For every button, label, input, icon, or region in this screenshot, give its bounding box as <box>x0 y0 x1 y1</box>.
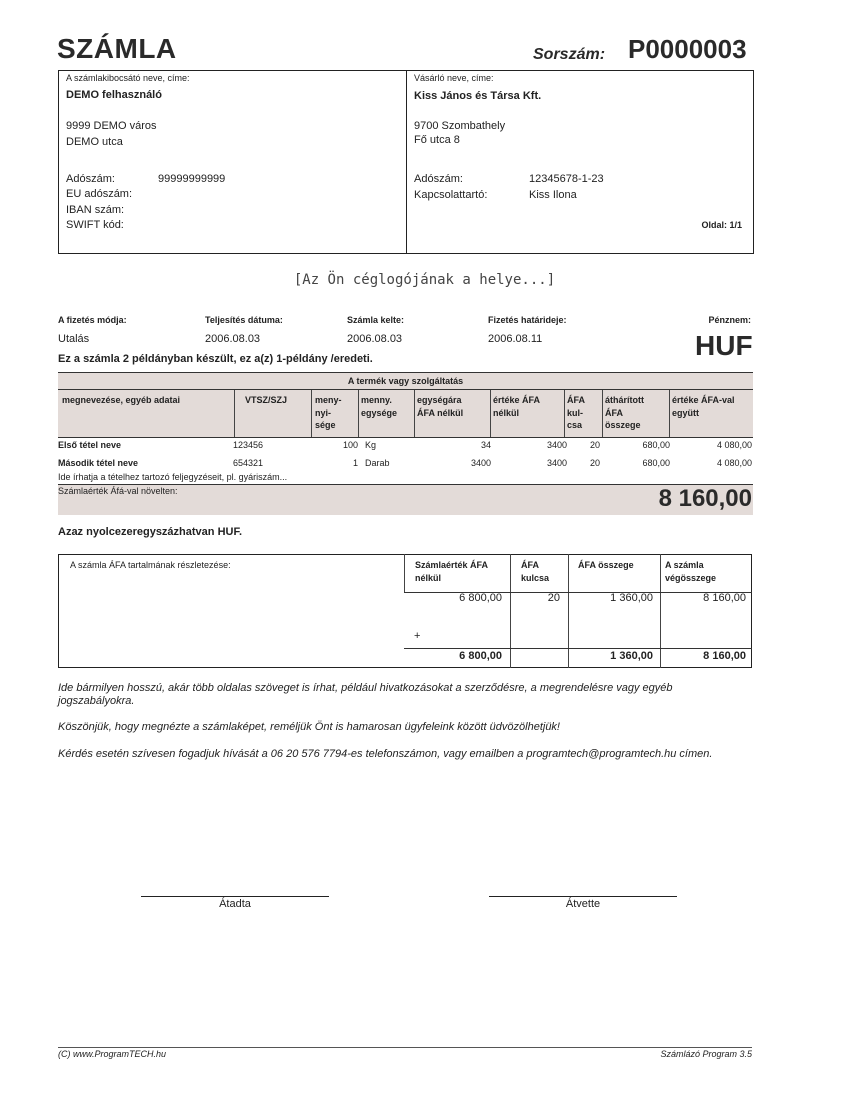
due-date-label: Fizetés határideje: <box>488 315 567 325</box>
item-gross: 4 080,00 <box>716 458 752 468</box>
seller-label: A számlakibocsátó neve, címe: <box>66 73 190 83</box>
vat-col-amount-header: ÁFA összege <box>578 560 634 570</box>
vat-sum-amount: 1 360,00 <box>610 650 653 662</box>
col-unit-header-line: menny. <box>361 395 392 405</box>
items-group-header: A termék vagy szolgáltatás <box>347 376 464 386</box>
payment-method-label: A fizetés módja: <box>58 315 127 325</box>
buyer-name: Kiss János és Társa Kft. <box>414 90 542 102</box>
page-number: Oldal: 1/1 <box>701 220 742 230</box>
item-qty: 1 <box>352 458 358 468</box>
vat-row-gross: 8 160,00 <box>703 592 746 604</box>
buyer-tax-label: Adószám: <box>414 173 463 185</box>
vat-sum-gross: 8 160,00 <box>703 650 746 662</box>
buyer-city: 9700 Szombathely <box>414 120 506 132</box>
buyer-street: Fő utca 8 <box>414 134 460 146</box>
buyer-label: Vásárló neve, címe: <box>414 73 494 83</box>
col-net-header-line: nélkül <box>493 407 520 418</box>
seller-iban-label: IBAN szám: <box>66 204 125 216</box>
vat-col-rate-header <box>521 559 549 584</box>
col-divider <box>602 390 603 437</box>
seller-swift-label: SWIFT kód: <box>66 219 124 231</box>
vat-row-rate: 20 <box>547 592 560 604</box>
note-paragraph: Ide bármilyen hosszú, akár több oldalas szöveget is írhat, például hivatkozásokat a szerződésre, a megrendelésre vagy egyéb jogszabályokra. <box>58 682 673 707</box>
buyer-tax-value: 12345678-1-23 <box>529 173 604 185</box>
note-paragraph: Kérdés esetén szívesen fogadjuk hívását a 06 20 576 7794-es telefonszámon, vagy emailben a programtech@programtech.hu címen. <box>58 748 713 760</box>
col-divider <box>669 390 670 437</box>
col-unit-header <box>361 394 397 419</box>
items-group-rule <box>58 389 753 390</box>
completion-date-label: Teljesítés dátuma: <box>205 315 283 325</box>
signature-label-right: Átvette <box>565 898 601 910</box>
col-vat-rate-header-line: ÁFA <box>567 395 585 405</box>
total-value: 8 160,00 <box>658 485 752 512</box>
completion-date-value: 2006.08.03 <box>205 333 261 345</box>
items-header-bottom-rule <box>58 437 753 438</box>
seller-tax-label: Adószám: <box>66 173 115 185</box>
col-net-header <box>493 394 540 419</box>
items-top-rule <box>58 372 753 373</box>
vat-col-net-header-line: Számlaérték ÁFA <box>415 560 489 570</box>
seller-street: DEMO utca <box>66 136 123 148</box>
item-vat-amount: 680,00 <box>642 458 670 468</box>
vat-sum-rule <box>404 648 752 649</box>
footer-left: (C) www.ProgramTECH.hu <box>58 1049 167 1059</box>
col-qty-header-line: sége <box>315 420 336 430</box>
vat-sum-net: 6 800,00 <box>459 650 502 662</box>
buyer-contact-label: Kapcsolattartó: <box>414 189 488 201</box>
col-vat-amount-header-line: ÁFA <box>605 407 623 418</box>
vat-col-gross-header-line: végösszege <box>665 572 717 583</box>
col-divider <box>234 390 235 437</box>
signature-label-left: Átadta <box>219 898 251 910</box>
col-name-header: megnevezése, egyéb adatai <box>62 395 181 405</box>
col-vat-rate-header <box>567 394 585 432</box>
currency-label: Pénznem: <box>708 315 751 325</box>
item-vat-rate: 20 <box>589 440 600 450</box>
item-unit: Darab <box>365 458 390 468</box>
due-date-value: 2006.08.11 <box>488 333 543 345</box>
seller-tax-value: 99999999999 <box>158 173 226 185</box>
vat-col-gross-header <box>665 559 716 584</box>
copy-note: Ez a számla 2 példányban készült, ez a(z) 1-példány /eredeti. <box>58 353 373 365</box>
serial-number: P0000003 <box>628 34 747 64</box>
signature-line-right <box>489 896 677 897</box>
col-unit-price-header <box>417 394 463 419</box>
col-qty-header <box>315 394 342 432</box>
item-unit: Kg <box>365 440 377 450</box>
item-note: Ide írhatja a tételhez tartozó feljegyzéseit, pl. gyáriszám... <box>58 472 288 482</box>
col-divider <box>311 390 312 437</box>
col-vat-amount-header-line: összege <box>605 420 641 430</box>
vat-col-net-header <box>415 559 488 584</box>
item-net: 3400 <box>546 440 567 450</box>
vat-breakdown-label: A számla ÁFA tartalmának részletezése: <box>70 560 231 570</box>
vat-col-rate-header-line: ÁFA <box>521 560 539 570</box>
vat-col-rate-header-line: kulcsa <box>521 572 550 583</box>
vat-plus-sign: + <box>414 630 421 642</box>
col-gross-header-line: értéke ÁFA-val <box>672 395 735 405</box>
col-gross-header <box>672 394 735 419</box>
note-paragraph: Köszönjük, hogy megnézte a számlaképet, reméljük Önt is hamarosan ügyfeleink között üdvözölhetjük! <box>58 721 560 733</box>
vat-row-net: 6 800,00 <box>459 592 502 604</box>
item-vat-rate: 20 <box>589 458 600 468</box>
col-vtsz-header: VTSZ/SZJ <box>245 395 288 405</box>
col-divider <box>490 390 491 437</box>
col-unit-header-line: egysége <box>361 407 398 418</box>
vat-col-divider <box>510 554 511 668</box>
col-qty-header-line: nyi- <box>315 407 332 418</box>
seller-name: DEMO felhasználó <box>66 89 162 101</box>
footer-rule <box>58 1047 752 1048</box>
parties-divider <box>406 70 407 254</box>
item-name: Második tétel neve <box>58 458 139 468</box>
col-gross-header-line: együtt <box>672 407 699 418</box>
col-divider <box>358 390 359 437</box>
item-name: Első tétel neve <box>58 440 122 450</box>
vat-col-divider <box>404 554 405 592</box>
item-unit-price: 3400 <box>470 458 491 468</box>
col-divider <box>564 390 565 437</box>
logo-placeholder: [Az Ön céglogójának a helye...] <box>293 272 556 288</box>
col-qty-header-line: meny- <box>315 395 342 405</box>
item-vat-amount: 680,00 <box>642 440 670 450</box>
vat-row-amount: 1 360,00 <box>610 592 653 604</box>
item-vtsz: 654321 <box>233 458 264 468</box>
item-vtsz: 123456 <box>233 440 264 450</box>
seller-city: 9999 DEMO város <box>66 120 157 132</box>
col-net-header-line: értéke ÁFA <box>493 395 541 405</box>
item-net: 3400 <box>546 458 567 468</box>
vat-col-gross-header-line: A számla <box>665 560 704 570</box>
signature-line-left <box>141 896 329 897</box>
col-divider <box>414 390 415 437</box>
total-in-words: Azaz nyolcezeregyszázhatvan HUF. <box>58 526 243 538</box>
seller-eu-tax-label: EU adószám: <box>66 188 133 200</box>
invoice-title: SZÁMLA <box>57 33 177 64</box>
payment-method-value: Utalás <box>58 333 90 345</box>
col-unit-price-header-line: egységára <box>417 395 462 405</box>
col-vat-rate-header-line: csa <box>567 420 583 430</box>
item-gross: 4 080,00 <box>716 440 752 450</box>
item-unit-price: 34 <box>480 440 491 450</box>
buyer-contact-value: Kiss Ilona <box>529 189 577 201</box>
item-qty: 100 <box>342 440 358 450</box>
col-vat-amount-header-line: áthárított <box>605 395 644 405</box>
col-unit-price-header-line: ÁFA nélkül <box>417 407 464 418</box>
total-label: Számlaérték Áfá-val növelten: <box>58 486 178 496</box>
col-vat-rate-header-line: kul- <box>567 407 584 418</box>
footer-right: Számlázó Program 3.5 <box>660 1049 752 1059</box>
serial-label: Sorszám: <box>533 46 606 63</box>
issue-date-value: 2006.08.03 <box>347 333 403 345</box>
currency-value: HUF <box>695 330 753 361</box>
issue-date-label: Számla kelte: <box>347 315 405 325</box>
vat-col-net-header-line: nélkül <box>415 572 442 583</box>
col-vat-amount-header <box>605 394 644 432</box>
